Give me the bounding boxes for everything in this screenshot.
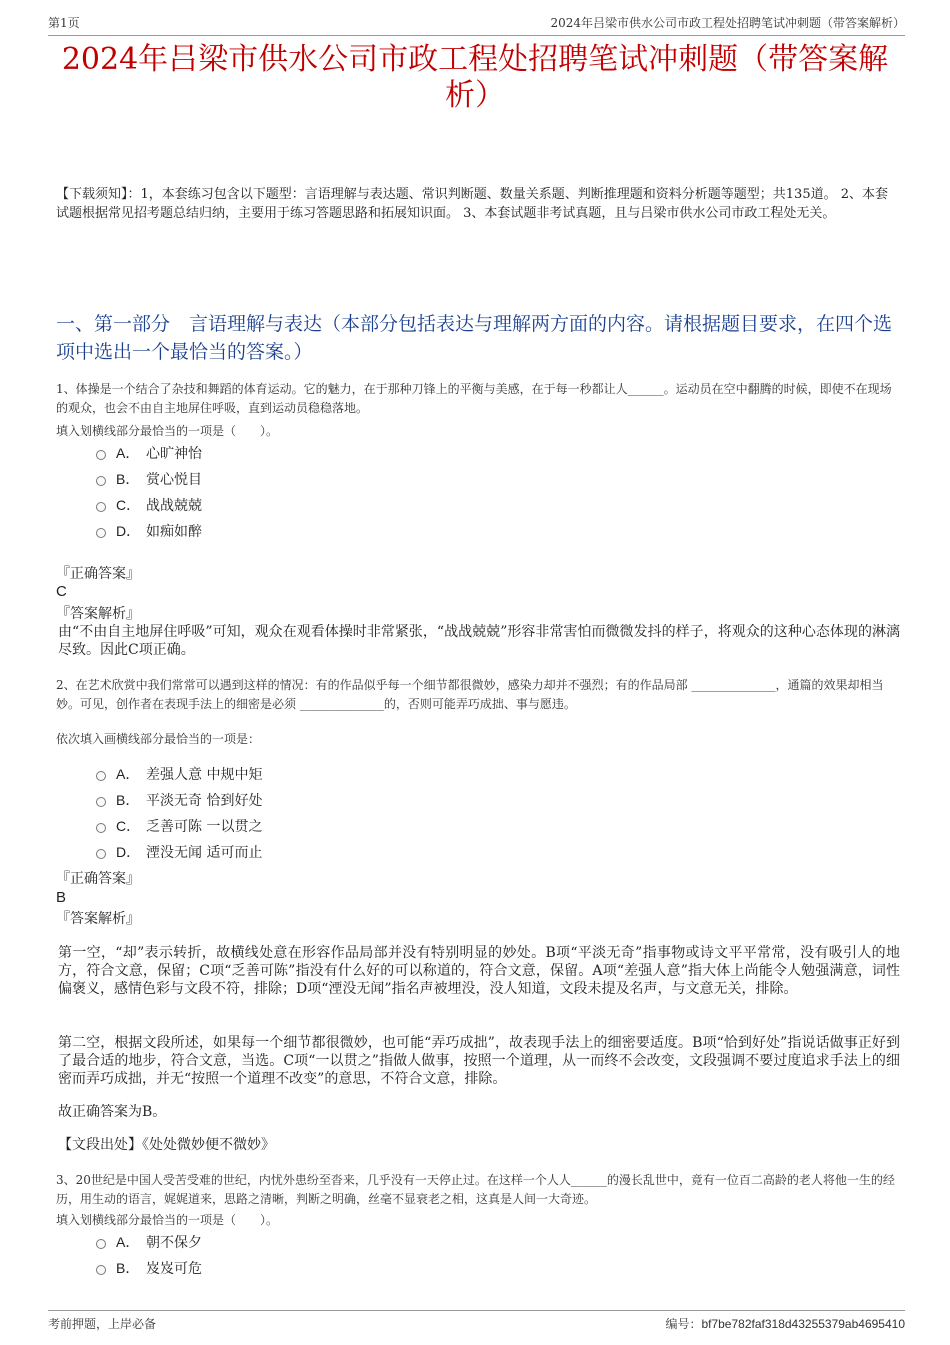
answer-label: 『正确答案』 <box>56 566 140 582</box>
option-a[interactable]: A． 朝不保夕 <box>96 1229 202 1255</box>
download-notice: 【下载须知】：1，本套练习包含以下题型：言语理解与表达题、常识判断题、数量关系题、判断推理题和资料分析题等题型；共135道。 2、本套试题根据常见招考题总结归纳，主要用于练习答题思路和拓展知识面。 3、本套试题非考试真题，且与吕梁市供水公司市政工程处无关。 <box>56 187 888 221</box>
option-d[interactable]: D． 湮没无闻 适可而止 <box>96 839 262 865</box>
option-b[interactable]: B． 平淡无奇 恰到好处 <box>96 787 262 813</box>
analysis-paragraph-1: 第一空，“却”表示转折，故横线处意在形容作品局部并没有特别明显的妙处。B项“平淡无奇”指事物或诗文平平常常，没有吸引人的地方，符合文意，保留；C项“乏善可陈”指没有什么好的可以称道的，符合文意，保留。A项“差强人意”指大体上尚能令人勉强满意，词性偏褒义，感情色彩与文段不符，排除；D项“湮没无闻”指名声被埋没，没人知道，文段未提及名声，与文意无关，排除。 <box>58 945 900 997</box>
section-heading: 一、第一部分 言语理解与表达（本部分包括表达与理解两方面的内容。请根据题目要求，在四个选项中选出一个最恰当的答案。） <box>56 313 893 363</box>
option-a[interactable]: A． 心旷神怡 <box>96 440 202 466</box>
radio-icon[interactable] <box>96 528 106 538</box>
question-1-stem: 1、体操是一个结合了杂技和舞蹈的体育运动。它的魅力，在于那种刀锋上的平衡与美感，在于每一秒都让人______。运动员在空中翻腾的时候，即使不在现场的观众，也会不由自主地屏住呼吸，直到运动员稳稳落地。 <box>56 382 892 415</box>
option-c[interactable]: C． 乏善可陈 一以贯之 <box>96 813 262 839</box>
page-footer <box>48 1310 905 1332</box>
analysis-text: 由“不由自主地屏住呼吸”可知，观众在观看体操时非常紧张，“战战兢兢”形容非常害怕而微微发抖的样子，将观众的这种心态体现的淋漓尽致。因此C项正确。 <box>58 624 900 658</box>
page-header <box>48 14 905 36</box>
radio-icon[interactable] <box>96 1239 106 1249</box>
question-1-options <box>96 440 202 544</box>
question-3-stem: 3、20世纪是中国人受苦受难的世纪，内忧外患纷至沓来，几乎没有一天停止过。在这样一个人人______的漫长乱世中，竟有一位百二高龄的老人将他一生的经历，用生动的语言，娓娓道来，思路之清晰，判断之明确，丝毫不显衰老之相，这真是人间一大奇迹。 <box>56 1173 895 1206</box>
radio-icon[interactable] <box>96 450 106 460</box>
source-note: 【文段出处】《处处微妙便不微妙》 <box>58 1137 275 1153</box>
radio-icon[interactable] <box>96 476 106 486</box>
page-number: 第1页 <box>48 16 80 30</box>
question-3-options <box>96 1229 202 1281</box>
answer-label: 『正确答案』 <box>56 871 140 887</box>
radio-icon[interactable] <box>96 797 106 807</box>
radio-icon[interactable] <box>96 823 106 833</box>
answer-value: C <box>56 583 67 600</box>
question-1-prompt: 填入划横线部分最恰当的一项是（ ）。 <box>56 424 279 438</box>
question-3-prompt: 填入划横线部分最恰当的一项是（ ）。 <box>56 1213 279 1227</box>
option-c[interactable]: C． 战战兢兢 <box>96 492 202 518</box>
header-doc-title: 2024年吕梁市供水公司市政工程处招聘笔试冲刺题（带答案解析） <box>550 16 905 30</box>
analysis-label: 『答案解析』 <box>56 606 140 622</box>
analysis-paragraph-2: 第二空，根据文段所述，如果每一个细节都很微妙，也可能“弄巧成拙”，故表现手法上的细密要适度。B项“恰到好处”指说话做事正好到了最合适的地步，符合文意，当选。C项“一以贯之”指做人做事，按照一个道理，从一而终不会改变，文段强调不要过度追求手法上的细密而弄巧成拙，并无“按照一个道理不改变”的意思，不符合文意，排除。 <box>58 1035 900 1087</box>
option-b[interactable]: B． 赏心悦目 <box>96 466 202 492</box>
radio-icon[interactable] <box>96 1265 106 1275</box>
option-b[interactable]: B． 岌岌可危 <box>96 1255 202 1281</box>
option-d[interactable]: D． 如痴如醉 <box>96 518 202 544</box>
answer-value: B <box>56 889 67 906</box>
footer-slogan: 考前押题，上岸必备 <box>48 1317 157 1331</box>
radio-icon[interactable] <box>96 771 106 781</box>
radio-icon[interactable] <box>96 502 106 512</box>
analysis-label: 『答案解析』 <box>56 911 140 927</box>
question-2-options <box>96 761 262 865</box>
question-2-prompt: 依次填入画横线部分最恰当的一项是： <box>56 732 261 746</box>
radio-icon[interactable] <box>96 849 106 859</box>
option-a[interactable]: A． 差强人意 中规中矩 <box>96 761 262 787</box>
analysis-conclusion: 故正确答案为B。 <box>58 1104 167 1120</box>
question-2-stem: 2、在艺术欣赏中我们常常可以遇到这样的情况：有的作品似乎每一个细节都很微妙，感染力却并不强烈；有的作品局部 ______________，通篇的效果却相当妙。可见，创作者在表现手法上的细密是必须 ______________的，否则可能弄巧成拙、事与愿违。 <box>56 678 884 711</box>
document-title: 2024年吕梁市供水公司市政工程处招聘笔试冲刺题（带答案解析） <box>61 42 889 113</box>
footer-code: 编号：bf7be782faf318d43255379ab4695410 <box>665 1317 905 1331</box>
